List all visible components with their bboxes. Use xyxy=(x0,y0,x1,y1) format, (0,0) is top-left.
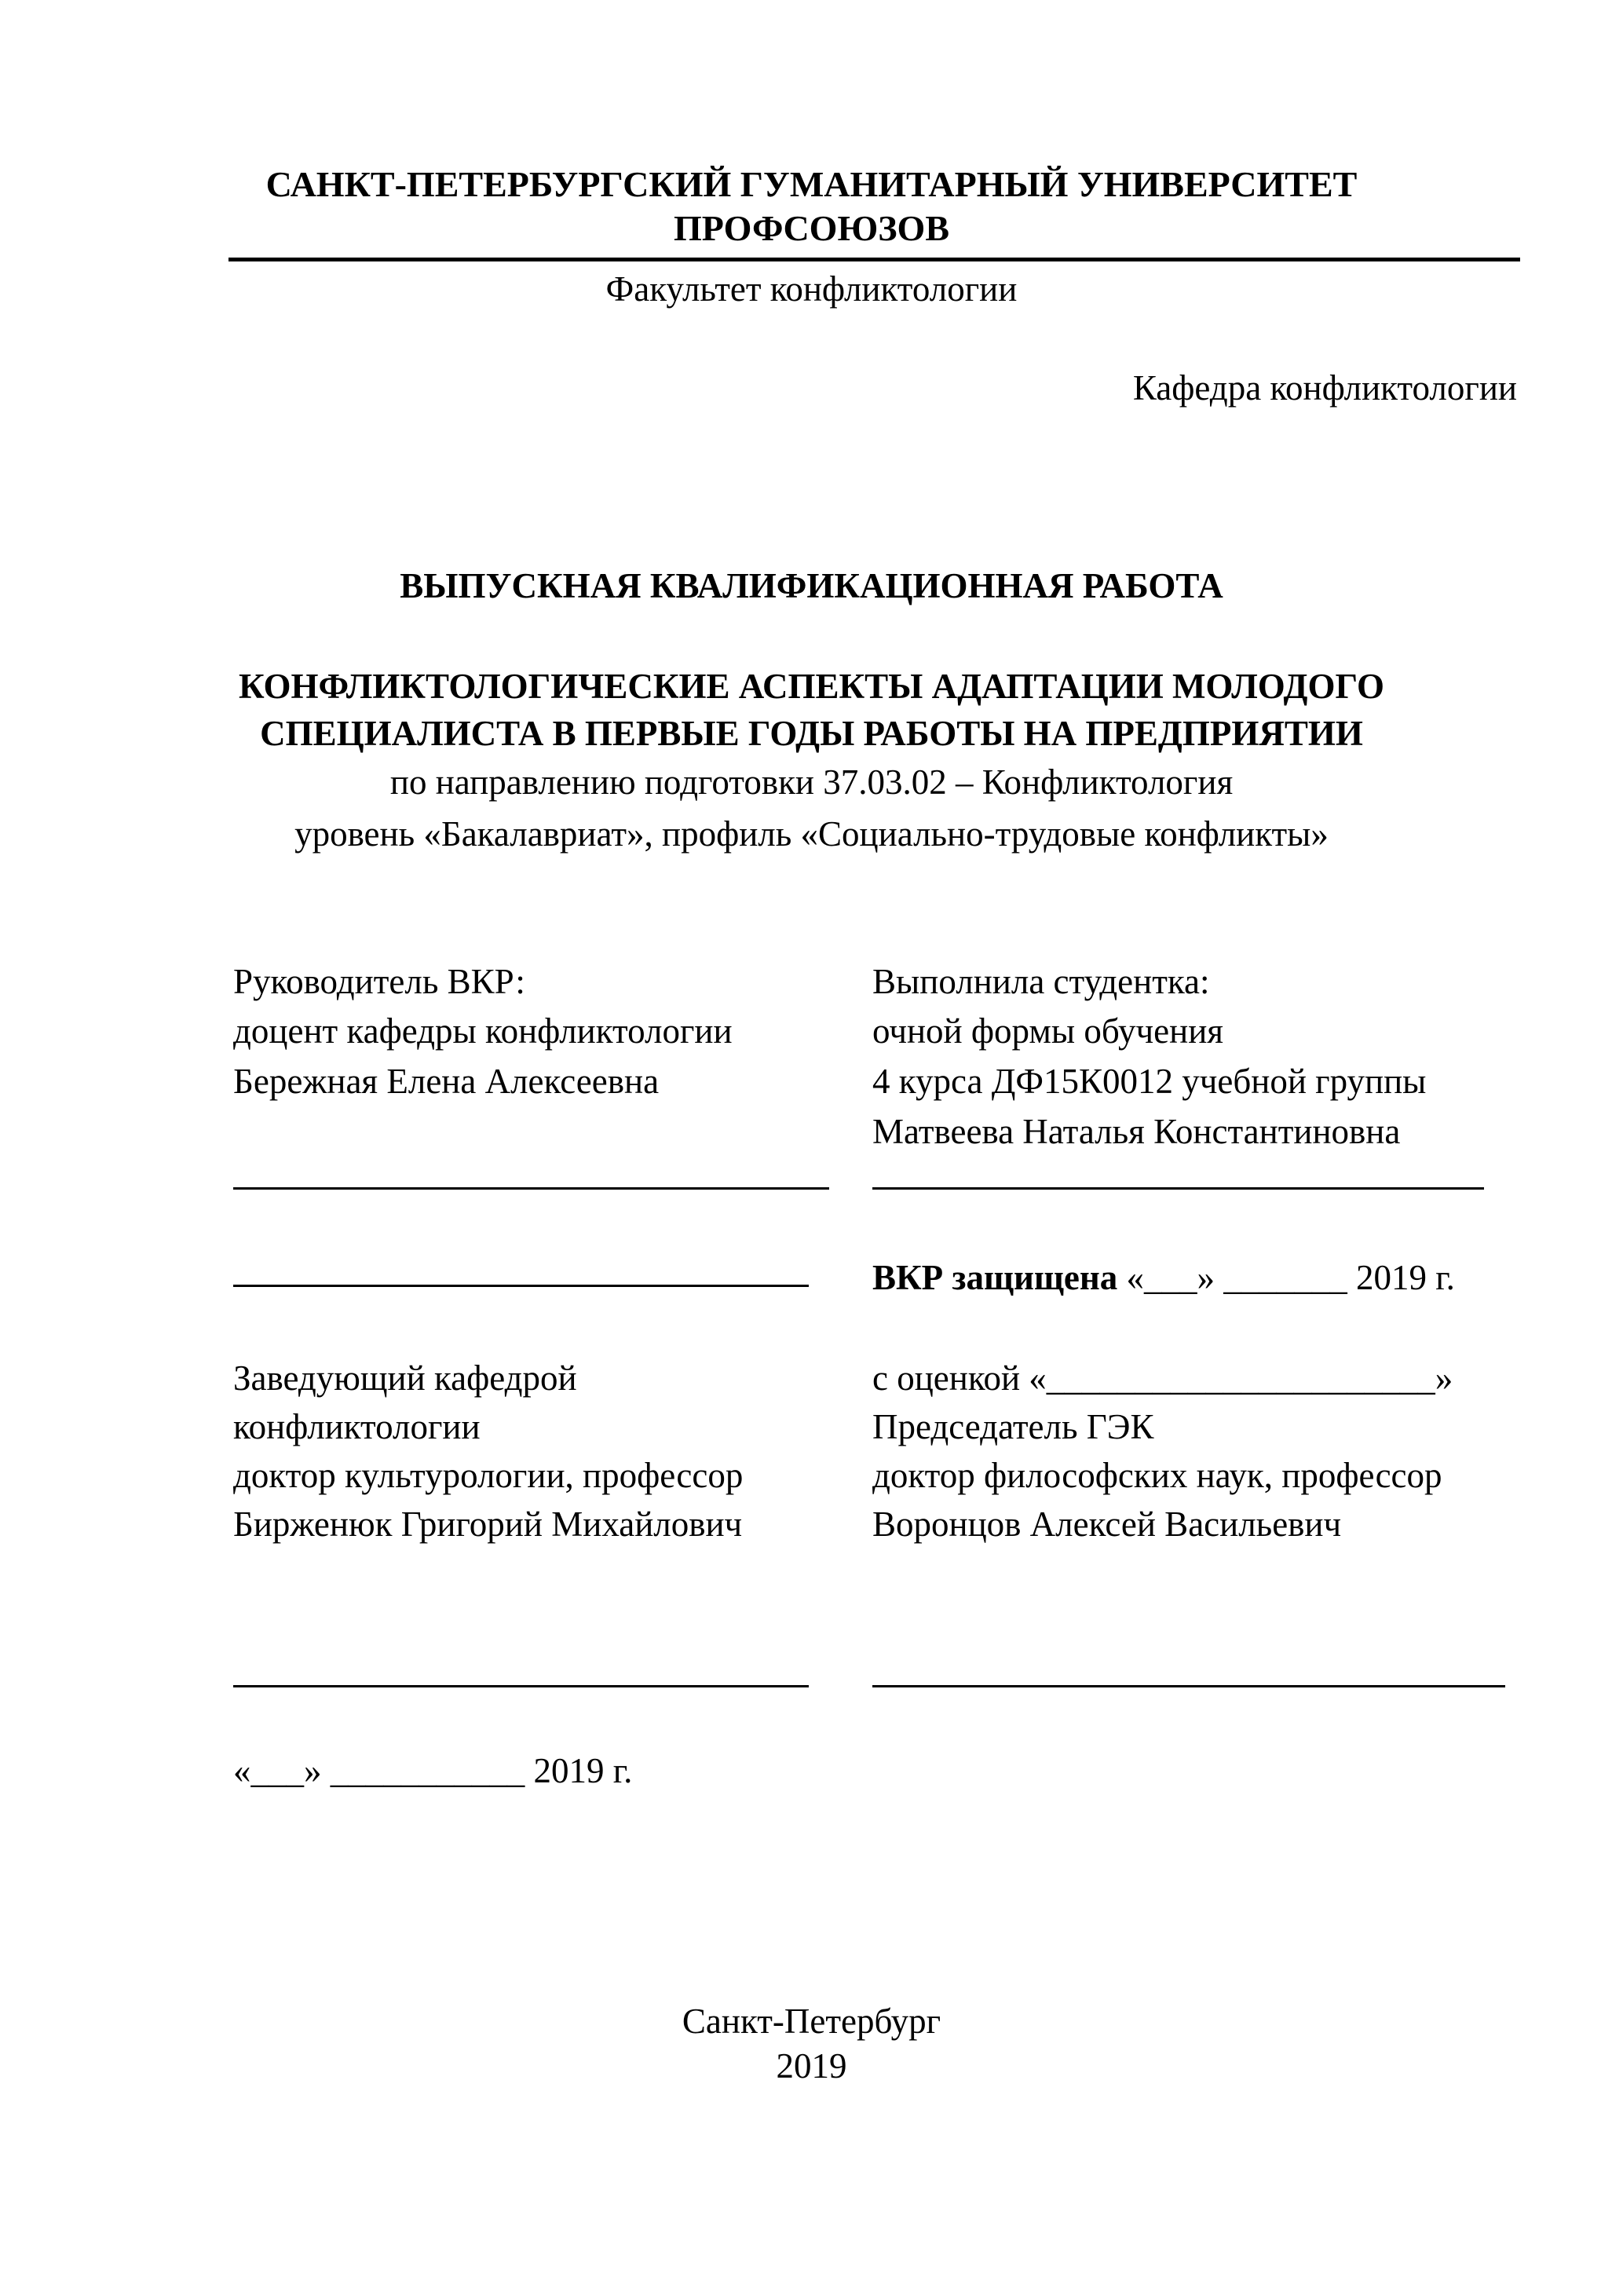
header-divider xyxy=(228,258,1520,261)
supervisor-name: Бережная Елена Алексеевна xyxy=(233,1062,660,1101)
head-title-line1: Заведующий кафедрой xyxy=(233,1358,577,1398)
chair-name: Воронцов Алексей Васильевич xyxy=(872,1504,1342,1544)
level-profile: уровень «Бакалавриат», профиль «Социально-трудовые конфликты» xyxy=(294,814,1329,854)
chair-label: Председатель ГЭК xyxy=(872,1407,1154,1446)
work-type: ВЫПУСКНАЯ КВАЛИФИКАЦИОННАЯ РАБОТА xyxy=(400,566,1223,605)
grade-line: с оценкой «______________________» xyxy=(872,1358,1453,1398)
student-signature-line xyxy=(872,1187,1484,1190)
topic-line1: КОНФЛИКТОЛОГИЧЕСКИЕ АСПЕКТЫ АДАПТАЦИИ МОЛОДОГО xyxy=(239,667,1384,706)
supervisor-label: Руководитель ВКР: xyxy=(233,962,525,1001)
student-group: 4 курса ДФ15К0012 учебной группы xyxy=(872,1062,1427,1101)
city: Санкт-Петербург xyxy=(682,2002,941,2041)
university-name-line1: САНКТ-ПЕТЕРБУРГСКИЙ ГУМАНИТАРНЫЙ УНИВЕРСИТЕТ xyxy=(265,164,1358,204)
student-label: Выполнила студентка: xyxy=(872,962,1210,1001)
topic-line2: СПЕЦИАЛИСТА В ПЕРВЫЕ ГОДЫ РАБОТЫ НА ПРЕДПРИЯТИИ xyxy=(260,714,1363,753)
head-title-line2: конфликтологии xyxy=(233,1407,481,1446)
faculty: Факультет конфликтологии xyxy=(605,269,1018,309)
head-name: Бирженюк Григорий Михайлович xyxy=(233,1504,743,1544)
head-signature-line xyxy=(233,1685,809,1687)
defense-date: «___» _______ 2019 г. xyxy=(1117,1258,1455,1297)
chair-signature-line xyxy=(872,1685,1505,1687)
signature-date: «___» ___________ 2019 г. xyxy=(233,1751,633,1790)
supervisor-position: доцент кафедры конфликтологии xyxy=(233,1011,733,1051)
year: 2019 xyxy=(776,2046,847,2086)
head-degree: доктор культурологии, профессор xyxy=(233,1456,744,1495)
chair-degree: доктор философских наук, профессор xyxy=(872,1456,1442,1495)
supervisor-signature-line xyxy=(233,1187,829,1190)
defense-label: ВКР защищена xyxy=(872,1258,1118,1297)
direction: по направлению подготовки 37.03.02 – Конфликтология xyxy=(389,762,1234,802)
student-name: Матвеева Наталья Константиновна xyxy=(872,1112,1401,1151)
department: Кафедра конфликтологии xyxy=(1132,368,1517,408)
university-name-line2: ПРОФСОЮЗОВ xyxy=(674,208,949,248)
defense-line xyxy=(872,1260,1455,1296)
supervisor-date-line xyxy=(233,1285,809,1287)
student-form: очной формы обучения xyxy=(872,1011,1223,1051)
